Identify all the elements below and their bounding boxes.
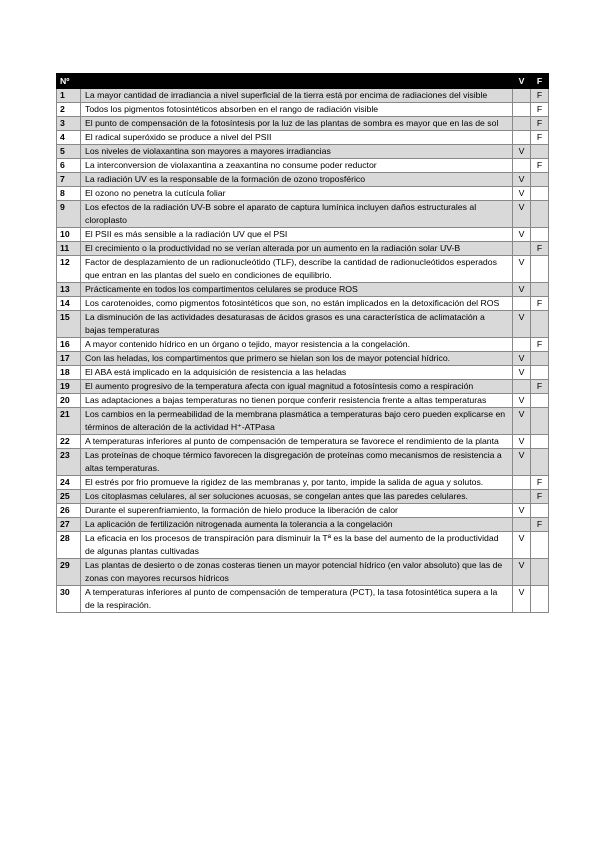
row-false-mark: F <box>531 380 549 394</box>
row-false-mark: F <box>531 338 549 352</box>
true-false-table <box>56 73 549 613</box>
row-false-mark <box>531 311 549 338</box>
row-statement: Durante el superenfriamiento, la formación de hielo produce la liberación de calor <box>81 504 513 518</box>
table-row <box>57 559 549 586</box>
row-false-mark <box>531 435 549 449</box>
row-true-mark <box>513 297 531 311</box>
row-true-mark: V <box>513 559 531 586</box>
row-true-mark: V <box>513 532 531 559</box>
row-false-mark: F <box>531 117 549 131</box>
row-false-mark: F <box>531 159 549 173</box>
row-number: 7 <box>57 173 81 187</box>
row-true-mark: V <box>513 187 531 201</box>
table-row <box>57 532 549 559</box>
row-statement: Las plantas de desierto o de zonas costeras tienen un mayor potencial hídrico (en valor absoluto) que las de zonas con mayores recursos hídricos <box>81 559 513 586</box>
row-false-mark <box>531 145 549 159</box>
row-number: 25 <box>57 490 81 504</box>
row-number: 17 <box>57 352 81 366</box>
row-number: 16 <box>57 338 81 352</box>
row-number: 29 <box>57 559 81 586</box>
row-statement: A temperaturas inferiores al punto de compensación de temperatura se favorece el rendimiento de la planta <box>81 435 513 449</box>
table-row <box>57 187 549 201</box>
row-false-mark: F <box>531 297 549 311</box>
table-row <box>57 380 549 394</box>
header-true: V <box>513 74 531 89</box>
table-row <box>57 89 549 103</box>
row-true-mark <box>513 490 531 504</box>
row-number: 23 <box>57 449 81 476</box>
row-statement: A temperaturas inferiores al punto de compensación de temperatura (PCT), la tasa fotosintética supera a la de la respiración. <box>81 586 513 613</box>
table-row <box>57 242 549 256</box>
row-false-mark: F <box>531 89 549 103</box>
table-row <box>57 311 549 338</box>
table-row <box>57 352 549 366</box>
row-number: 30 <box>57 586 81 613</box>
row-true-mark: V <box>513 256 531 283</box>
table-row <box>57 476 549 490</box>
row-number: 21 <box>57 408 81 435</box>
table-header-row <box>57 74 549 89</box>
document-page <box>56 73 548 613</box>
row-true-mark <box>513 89 531 103</box>
row-false-mark: F <box>531 103 549 117</box>
row-number: 12 <box>57 256 81 283</box>
row-number: 22 <box>57 435 81 449</box>
row-true-mark: V <box>513 504 531 518</box>
row-false-mark <box>531 559 549 586</box>
row-number: 24 <box>57 476 81 490</box>
header-number: Nº <box>57 74 81 89</box>
row-statement: El PSII es más sensible a la radiación UV que el PSI <box>81 228 513 242</box>
row-statement: La aplicación de fertilización nitrogenada aumenta la tolerancia a la congelación <box>81 518 513 532</box>
row-true-mark: V <box>513 586 531 613</box>
table-row <box>57 173 549 187</box>
row-false-mark <box>531 173 549 187</box>
table-row <box>57 201 549 228</box>
row-false-mark <box>531 256 549 283</box>
table-row <box>57 394 549 408</box>
row-statement: Factor de desplazamiento de un radionucleótido (TLF), describe la cantidad de radionucleótidos esperados que entran en las plantas del suelo en condiciones de equilibrio. <box>81 256 513 283</box>
row-false-mark <box>531 228 549 242</box>
row-false-mark <box>531 504 549 518</box>
row-statement: El ozono no penetra la cutícula foliar <box>81 187 513 201</box>
table-row <box>57 297 549 311</box>
row-false-mark: F <box>531 518 549 532</box>
table-row <box>57 490 549 504</box>
row-false-mark <box>531 366 549 380</box>
row-true-mark <box>513 117 531 131</box>
table-row <box>57 145 549 159</box>
row-statement: El punto de compensación de la fotosíntesis por la luz de las plantas de sombra es mayor que en las de sol <box>81 117 513 131</box>
row-true-mark <box>513 518 531 532</box>
table-row <box>57 586 549 613</box>
row-number: 4 <box>57 131 81 145</box>
row-true-mark <box>513 338 531 352</box>
row-statement: Prácticamente en todos los compartimentos celulares se produce ROS <box>81 283 513 297</box>
table-row <box>57 159 549 173</box>
row-true-mark <box>513 380 531 394</box>
table-row <box>57 435 549 449</box>
row-number: 28 <box>57 532 81 559</box>
row-true-mark: V <box>513 201 531 228</box>
table-row <box>57 131 549 145</box>
row-number: 9 <box>57 201 81 228</box>
row-false-mark <box>531 187 549 201</box>
row-number: 6 <box>57 159 81 173</box>
table-row <box>57 504 549 518</box>
table-row <box>57 103 549 117</box>
header-statement <box>81 74 513 89</box>
row-false-mark <box>531 283 549 297</box>
row-statement: A mayor contenido hídrico en un órgano o tejido, mayor resistencia a la congelación. <box>81 338 513 352</box>
row-number: 20 <box>57 394 81 408</box>
table-row <box>57 449 549 476</box>
row-number: 2 <box>57 103 81 117</box>
row-false-mark <box>531 352 549 366</box>
row-statement: Los niveles de violaxantina son mayores a mayores irradiancias <box>81 145 513 159</box>
row-number: 26 <box>57 504 81 518</box>
row-statement: La mayor cantidad de irradiancia a nivel superficial de la tierra está por encima de radiaciones del visible <box>81 89 513 103</box>
row-true-mark: V <box>513 394 531 408</box>
row-number: 13 <box>57 283 81 297</box>
row-statement: Los citoplasmas celulares, al ser soluciones acuosas, se congelan antes que las paredes celulares. <box>81 490 513 504</box>
row-statement: La radiación UV es la responsable de la formación de ozono troposférico <box>81 173 513 187</box>
row-true-mark: V <box>513 435 531 449</box>
row-number: 5 <box>57 145 81 159</box>
row-false-mark <box>531 394 549 408</box>
row-false-mark <box>531 408 549 435</box>
row-number: 11 <box>57 242 81 256</box>
row-true-mark: V <box>513 145 531 159</box>
row-true-mark: V <box>513 366 531 380</box>
row-statement: La eficacia en los procesos de transpiración para disminuir la Tª es la base del aumento de la productividad de algunas plantas cultivadas <box>81 532 513 559</box>
row-false-mark: F <box>531 490 549 504</box>
row-statement: El estrés por frio promueve la rigidez de las membranas y, por tanto, impide la salida de agua y solutos. <box>81 476 513 490</box>
row-statement: El crecimiento o la productividad no se verían alterada por un aumento en la radiación solar UV-B <box>81 242 513 256</box>
row-false-mark <box>531 532 549 559</box>
row-number: 3 <box>57 117 81 131</box>
row-false-mark <box>531 201 549 228</box>
row-statement: El aumento progresivo de la temperatura afecta con igual magnitud a fotosíntesis como a respiración <box>81 380 513 394</box>
table-row <box>57 256 549 283</box>
row-statement: El radical superóxido se produce a nivel del PSII <box>81 131 513 145</box>
row-number: 10 <box>57 228 81 242</box>
row-statement: Las adaptaciones a bajas temperaturas no tienen porque conferir resistencia frente a altas temperaturas <box>81 394 513 408</box>
row-number: 19 <box>57 380 81 394</box>
row-false-mark: F <box>531 131 549 145</box>
row-true-mark: V <box>513 173 531 187</box>
row-true-mark: V <box>513 352 531 366</box>
row-number: 8 <box>57 187 81 201</box>
row-statement: Los carotenoides, como pigmentos fotosintéticos que son, no están implicados en la detoxificación del ROS <box>81 297 513 311</box>
row-true-mark <box>513 242 531 256</box>
table-row <box>57 366 549 380</box>
row-statement: El ABA está implicado en la adquisición de resistencia a las heladas <box>81 366 513 380</box>
row-statement: Los efectos de la radiación UV-B sobre el aparato de captura lumínica incluyen daños estructurales al cloroplasto <box>81 201 513 228</box>
row-statement: Con las heladas, los compartimentos que primero se hielan son los de mayor potencial hídrico. <box>81 352 513 366</box>
table-row <box>57 518 549 532</box>
row-true-mark: V <box>513 228 531 242</box>
table-row <box>57 408 549 435</box>
row-false-mark: F <box>531 476 549 490</box>
row-statement: Los cambios en la permeabilidad de la membrana plasmática a temperaturas bajo cero pueden explicarse en términos de alteración de la actividad H⁺-ATPasa <box>81 408 513 435</box>
row-true-mark <box>513 103 531 117</box>
row-false-mark <box>531 449 549 476</box>
table-row <box>57 228 549 242</box>
row-number: 18 <box>57 366 81 380</box>
row-number: 14 <box>57 297 81 311</box>
row-true-mark <box>513 159 531 173</box>
row-number: 27 <box>57 518 81 532</box>
row-true-mark <box>513 476 531 490</box>
row-statement: Todos los pigmentos fotosintéticos absorben en el rango de radiación visible <box>81 103 513 117</box>
table-row <box>57 283 549 297</box>
row-true-mark: V <box>513 283 531 297</box>
header-false: F <box>531 74 549 89</box>
row-false-mark: F <box>531 242 549 256</box>
row-statement: Las proteínas de choque térmico favorecen la disgregación de proteínas como mecanismos de resistencia a altas temperaturas. <box>81 449 513 476</box>
row-true-mark: V <box>513 408 531 435</box>
row-true-mark <box>513 131 531 145</box>
row-number: 1 <box>57 89 81 103</box>
row-true-mark: V <box>513 449 531 476</box>
row-statement: La interconversion de violaxantina a zeaxantina no consume poder reductor <box>81 159 513 173</box>
row-number: 15 <box>57 311 81 338</box>
table-row <box>57 117 549 131</box>
row-false-mark <box>531 586 549 613</box>
row-statement: La disminución de las actividades desaturasas de ácidos grasos es una característica de aclimatación a bajas temperaturas <box>81 311 513 338</box>
table-row <box>57 338 549 352</box>
row-true-mark: V <box>513 311 531 338</box>
